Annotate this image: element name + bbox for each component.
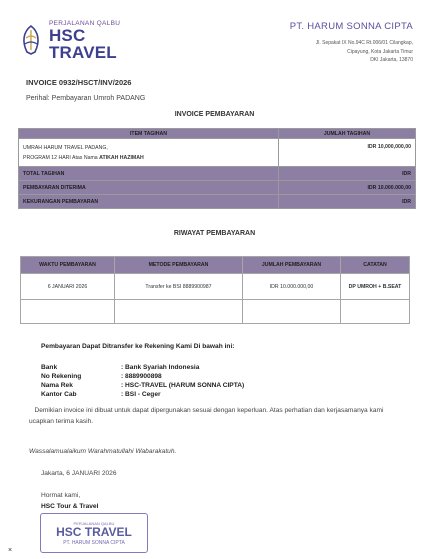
payment-date: 6 JANUARI 2026	[21, 274, 115, 300]
bank-detail-value: : HSC-TRAVEL (HARUM SONNA CIPTA)	[121, 382, 245, 389]
company-address-line: DKI Jakarta, 13870	[370, 57, 413, 63]
hormat: Hormat kami,	[41, 492, 81, 499]
item-amount: IDR 10,000,000,00	[279, 139, 416, 167]
empty-cell	[115, 300, 243, 324]
history-title: RIWAYAT PEMBAYARAN	[173, 230, 256, 237]
empty-cell	[243, 300, 341, 324]
summary-value: IDR	[279, 195, 416, 209]
summary-value: IDR	[279, 167, 416, 181]
table-header-row	[21, 257, 410, 274]
summary-label: PEMBAYARAN DITERIMA	[19, 181, 279, 195]
bank-detail-row	[41, 390, 244, 399]
item-cell	[19, 139, 279, 167]
payment-note: DP UMROH + B.SEAT	[341, 274, 410, 300]
column-header: JUMLAH PEMBAYARAN	[243, 257, 341, 274]
invoice-number: INVOICE 0932/HSCT/INV/2026	[26, 78, 132, 87]
empty-cell	[21, 300, 115, 324]
column-header: ITEM TAGIHAN	[19, 129, 279, 139]
date-line: Jakarta, 6 JANUARI 2026	[41, 470, 117, 477]
company-address-line: Cipayung, Kota Jakarta Timur	[347, 48, 413, 55]
summary-row	[19, 195, 416, 209]
bank-detail-key: Nama Rek	[41, 382, 73, 389]
table-row	[21, 300, 410, 324]
salam: Wassalamualaikum Warahmatullahi Wabarakatuh.	[29, 448, 177, 455]
table-row	[19, 139, 416, 167]
bank-detail-key: Kantor Cab	[41, 391, 77, 398]
bank-detail-value: : Bank Syariah Indonesia	[121, 364, 200, 371]
bank-detail-row	[41, 381, 244, 390]
summary-row	[19, 181, 416, 195]
company-address-line: Jl. Sepakat IX No.94C Rt.006/01 Cilangkap,	[315, 40, 413, 46]
column-header: JUMLAH TAGIHAN	[279, 129, 416, 139]
bank-detail-row	[41, 372, 244, 381]
summary-label: TOTAL TAGIHAN	[19, 167, 279, 181]
item-customer-name: ATIKAH HAZIMAH	[99, 154, 144, 161]
close-icon[interactable]: ×	[8, 547, 13, 554]
signer: HSC Tour & Travel	[41, 503, 99, 510]
transfer-title: Pembayaran Dapat Ditransfer ke Rekening Kami Di bawah ini:	[41, 343, 235, 350]
closing-paragraph	[29, 405, 399, 427]
empty-cell	[341, 300, 410, 324]
column-header: METODE PEMBAYARAN	[115, 257, 243, 274]
bank-detail-value: : 8889900898	[121, 373, 162, 380]
company-name: PT. HARUM SONNA CIPTA	[289, 21, 413, 32]
column-header: WAKTU PEMBAYARAN	[21, 257, 115, 274]
bank-detail-row	[41, 363, 244, 372]
stamp-company: PT. HARUM SONNA CIPTA	[63, 539, 125, 546]
bank-details	[41, 363, 244, 399]
perihal: Perihal: Pembayaran Umroh PADANG	[26, 95, 146, 102]
summary-row	[19, 167, 416, 181]
closing-text: Demikian invoice ini dibuat untuk dapat dipergunakan sesuai dengan keperluan. Atas perhatian dan kerjasamanya kami ucapkan terima kasih.	[29, 407, 384, 425]
logo-tagline: PERJALANAN QALBU	[48, 19, 121, 27]
invoice-title: INVOICE PEMBAYARAN	[174, 111, 255, 118]
invoice-table	[18, 128, 416, 209]
company-stamp	[40, 513, 148, 553]
company-info	[290, 21, 413, 65]
stamp-tagline: PERJALANAN QALBU	[73, 520, 115, 526]
summary-value: IDR 10.000.000,00	[279, 181, 416, 195]
payment-method: Transfer ke BSI 8889900987	[115, 274, 243, 300]
column-header: CATATAN	[341, 257, 410, 274]
summary-label: KEKURANGAN PEMBAYARAN	[19, 195, 279, 209]
payment-amount: IDR 10.000.000,00	[243, 274, 341, 300]
item-program: PROGRAM 12 HARI	[23, 154, 71, 161]
company-logo	[18, 19, 158, 62]
bank-detail-key: Bank	[41, 364, 58, 371]
table-header-row	[19, 129, 416, 139]
bank-detail-value: : BSI - Ceger	[121, 391, 161, 398]
stamp-name: HSC TRAVEL	[56, 524, 132, 539]
item-line: UMRAH HARUM TRAVEL PADANG,	[23, 144, 108, 151]
item-atas-nama: Atas Nama	[72, 154, 98, 161]
logo-name: HSC TRAVEL	[48, 25, 117, 62]
item-line	[23, 153, 274, 163]
payment-history-table	[20, 256, 410, 324]
bank-detail-key: No Rekening	[41, 373, 82, 380]
hsc-emblem-icon	[18, 24, 44, 56]
table-row	[21, 274, 410, 300]
